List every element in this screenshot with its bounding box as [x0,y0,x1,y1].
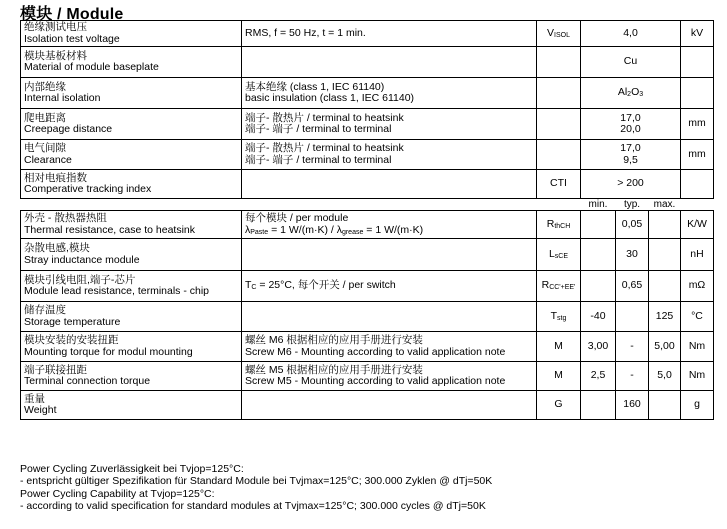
table-row [21,47,714,78]
symbol-cell [537,109,581,140]
symbol-cell [537,391,581,420]
symbol: R [546,217,555,230]
symbol-cell [537,362,581,391]
condition-text: 端子- 端子 / terminal to terminal [245,123,392,135]
table-row [21,362,714,391]
typ-header: typ. [623,199,641,210]
param-name-cn: 爬电距离 [24,111,66,124]
symbol-cell [537,47,581,78]
typ-cell: 0,05 [616,211,649,239]
condition-cell [242,140,537,170]
condition-text: = 25°C, 每个开关 / per switch [256,279,396,292]
condition-sub: C [251,284,257,292]
param-name-cn: 相对电痕指数 [24,171,87,184]
min-header: min. [588,199,608,210]
param-name-en: Module lead resistance, terminals - chip [24,285,210,297]
condition-cell [242,47,537,78]
unit-cell [681,109,714,140]
param-name-cn: 模块基板材料 [24,49,87,62]
param-name-cn: 绝缘测试电压 [24,21,87,33]
param-name-cn: 模块引线电阻,端子-芯片 [24,273,136,286]
table-row [21,332,714,362]
min-cell: -40 [581,302,616,332]
param-name-cn: 储存温度 [24,304,66,316]
param-name-en: Storage temperature [24,315,121,328]
unit-cell [681,170,714,199]
condition-text: T [245,279,252,292]
unit: kV [690,26,704,39]
min-cell [581,271,616,302]
param-name-cell [21,239,242,271]
symbol: L [548,247,555,260]
symbol: M [554,369,563,382]
param-name-cn: 重量 [24,392,45,405]
param-name-cell [21,302,242,332]
condition-text: 端子- 端子 / terminal to terminal [245,153,392,166]
table-row [21,78,714,109]
min-cell [581,391,616,420]
unit-cell [681,47,714,78]
param-name-cell [21,47,242,78]
value: Al [617,86,628,99]
table-row [21,170,714,199]
symbol: V [547,26,555,39]
value: 17,0 [620,111,641,124]
condition-cell [242,362,537,391]
param-name-en: Comperative tracking index [24,183,152,195]
table-row [21,109,714,140]
value-cell [581,47,681,78]
symbol: R [541,279,550,292]
max-cell [649,239,681,271]
value: 9,5 [623,153,638,166]
condition-cell [242,332,537,362]
table-row [21,239,714,271]
typ-cell: - [616,332,649,362]
unit-cell: Nm [681,362,714,391]
unit-cell [681,78,714,109]
symbol-sub: stg [557,314,567,322]
typ-cell: 0,65 [616,271,649,302]
symbol: CTI [550,177,567,190]
condition-text: 端子- 散热片 / terminal to heatsink [245,111,404,124]
condition-part: = 1 W/(m·K) / [268,223,337,236]
unit: mm [688,147,706,160]
unit-cell [681,140,714,170]
param-name-en: Internal isolation [24,92,101,104]
condition-text: Screw M5 - Mounting according to valid application note [245,375,506,387]
table-row [21,140,714,170]
condition-cell [242,211,537,239]
unit-cell: mΩ [681,271,714,302]
condition-part: = 1 W/(m·K) [363,223,424,236]
value-cell [581,140,681,170]
table-row [21,302,714,332]
table-row [21,211,714,239]
param-name-cn: 外壳 - 散热器热阻 [24,212,107,224]
param-name-cn: 内部绝缘 [24,80,66,93]
param-name-cell [21,109,242,140]
param-name-cell [21,170,242,199]
typ-cell: - [616,362,649,391]
max-cell: 5,00 [649,332,681,362]
typ-cell: 30 [616,239,649,271]
table-row [21,21,714,47]
symbol-cell [537,170,581,199]
condition-cell [242,239,537,271]
value-cell [581,109,681,140]
note-line: Power Cycling Capability at Tvjop=125°C: [20,487,215,500]
param-name-cell [21,78,242,109]
param-name-en: Clearance [24,153,72,166]
value-cell [581,78,681,109]
table-row [21,391,714,420]
param-name-cn: 电气间隙 [24,142,66,154]
symbol-sub: thCH [554,222,571,230]
note-line: - entspricht gültiger Spezifikation für Standard Module bei Tvjmax=125°C; 300.000 Zyklen @ dTj=50K [20,475,493,488]
param-name-en: Weight [24,404,57,416]
param-name-cell [21,140,242,170]
symbol: G [554,398,563,411]
power-cycling-note [20,463,492,512]
condition-cell [242,21,537,47]
condition-text: basic insulation (class 1, IEC 61140) [245,92,415,104]
value-cell [581,21,681,47]
condition-text [245,225,533,237]
symbol-cell [537,302,581,332]
param-name-en: Material of module baseplate [24,61,159,73]
condition-text: RMS, f = 50 Hz, t = 1 min. [245,26,366,39]
value: 4,0 [623,26,638,39]
condition-cell [242,170,537,199]
symbol-sub: sCE [554,252,569,260]
note-line: - according to valid specification for standard modules at Tvjmax=125°C; 300.000 cycles @ dTj=50K [20,499,486,512]
condition-text: 螺丝 M5 根据相应的应用手册进行安装 [245,363,423,376]
param-name-en: Creepage distance [24,123,113,135]
symbol-cell [537,271,581,302]
param-name-cell [21,21,242,47]
lambda-symbol: λ [245,223,251,236]
condition-text: 螺丝 M6 根据相应的应用手册进行安装 [245,334,423,346]
min-cell: 3,00 [581,332,616,362]
unit-cell: g [681,391,714,420]
condition-cell [242,391,537,420]
value-tail: O [631,86,640,99]
lambda-sub: Paste [250,228,269,236]
section-title: 模块 / Module [20,6,124,23]
param-name-cell [21,271,242,302]
param-name-cn: 杂散电感,模块 [24,242,90,254]
symbol: M [554,339,563,352]
symbol-cell [537,140,581,170]
unit: mm [688,117,706,130]
param-name-cell [21,391,242,420]
max-cell [649,271,681,302]
typ-cell [616,302,649,332]
min-typ-max-header [21,199,714,211]
symbol-sub: CC'+EE' [549,284,576,292]
min-cell [581,239,616,271]
condition-text: 每个模块 / per module [245,212,349,224]
condition-text: 端子- 散热片 / terminal to heatsink [245,142,404,154]
param-name-en: Isolation test voltage [24,32,120,45]
note-line: Power Cycling Zuverlässigkeit bei Tvjop=125°C: [20,463,244,475]
param-name-en: Stray inductance module [24,253,140,266]
condition-cell [242,302,537,332]
param-name-en: Mounting torque for modul mounting [24,345,193,358]
param-name-cn: 模块安装的安装扭距 [24,334,119,346]
value: 20,0 [620,123,641,135]
symbol-cell [537,78,581,109]
unit-cell: nH [681,239,714,271]
symbol: T [550,309,558,322]
max-cell: 125 [649,302,681,332]
condition-cell [242,109,537,140]
param-name-cell [21,362,242,391]
typ-cell: 160 [616,391,649,420]
condition-cell [242,271,537,302]
max-cell [649,211,681,239]
max-cell [649,391,681,420]
symbol-cell [537,332,581,362]
lambda-sub: grease [341,228,364,236]
value-sub: 2 [627,91,632,99]
param-name-en: Terminal connection torque [24,375,151,387]
value-cell [581,170,681,199]
condition-text: Screw M6 - Mounting according to valid application note [245,345,506,358]
value: Cu [623,55,638,68]
condition-cell [242,78,537,109]
min-cell: 2,5 [581,362,616,391]
param-name-cell [21,211,242,239]
module-spec-table [20,20,714,420]
unit-cell [681,21,714,47]
min-cell [581,211,616,239]
unit-cell: Nm [681,332,714,362]
value-sub: 3 [639,91,644,99]
lambda-symbol: λ [336,223,342,236]
symbol-sub: ISOL [554,31,570,39]
symbol-cell [537,239,581,271]
condition-text: 基本绝缘 (class 1, IEC 61140) [245,80,385,93]
unit-cell: °C [681,302,714,332]
param-name-en: Thermal resistance, case to heatsink [24,223,195,236]
param-name-cn: 端子联接扭距 [24,363,87,376]
param-name-cell [21,332,242,362]
symbol-cell [537,211,581,239]
max-cell: 5,0 [649,362,681,391]
table-row [21,271,714,302]
symbol-cell [537,21,581,47]
max-header: max. [653,199,676,210]
value: 17,0 [620,142,641,154]
value: > 200 [617,177,644,190]
unit-cell: K/W [681,211,714,239]
